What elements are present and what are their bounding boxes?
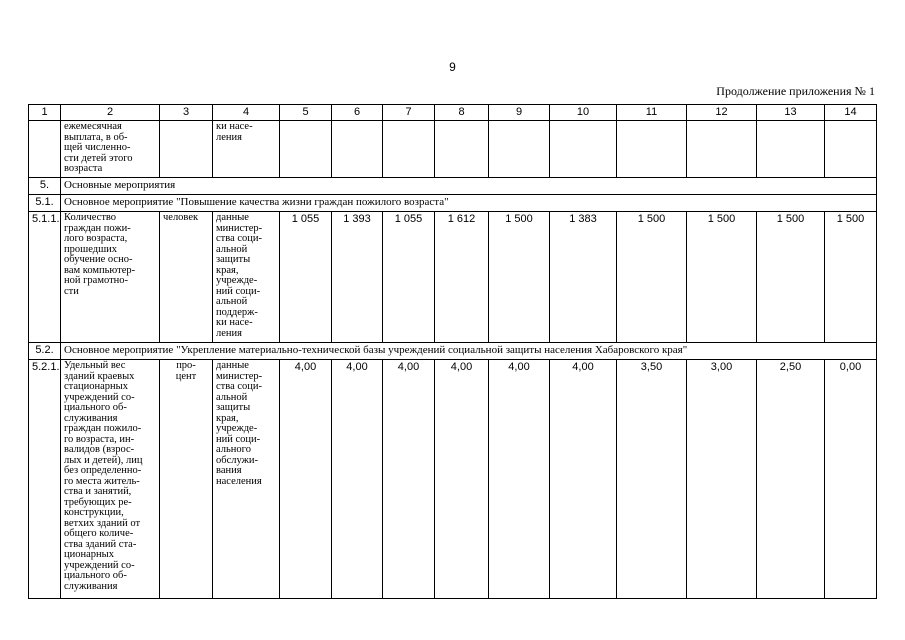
section-row	[29, 178, 877, 195]
value-cell	[825, 121, 877, 178]
value-cell: 4,00	[332, 360, 383, 599]
continuation-label: Продолжение приложения № 1	[716, 84, 875, 98]
header-cell: 6	[332, 105, 383, 121]
value-cell	[757, 121, 825, 178]
value-cell: 4,00	[435, 360, 489, 599]
code-cell: 5.2.1.	[29, 360, 61, 599]
code-cell	[29, 121, 61, 178]
header-cell: 4	[213, 105, 280, 121]
value-cell	[332, 121, 383, 178]
source-cell: ки насе- ления	[213, 121, 280, 178]
section-title: Основное мероприятие "Повышение качества жизни граждан пожилого возраста"	[61, 195, 877, 212]
value-cell: 1 500	[825, 212, 877, 343]
value-cell: 3,00	[687, 360, 757, 599]
value-cell: 2,50	[757, 360, 825, 599]
header-row	[29, 105, 877, 121]
table-row	[29, 360, 877, 599]
source-cell: данные министер- ства соци- альной защиты края, учрежде- ний соци- альной поддерж- ки насе- ления	[213, 212, 280, 343]
header-cell: 8	[435, 105, 489, 121]
section-row	[29, 343, 877, 360]
value-cell: 1 383	[550, 212, 617, 343]
unit-cell: человек	[160, 212, 213, 343]
value-cell: 1 612	[435, 212, 489, 343]
header-cell: 9	[489, 105, 550, 121]
value-cell: 1 500	[757, 212, 825, 343]
unit-cell: про- цент	[160, 360, 213, 599]
indicator-name-cell: Количество граждан пожи- лого возраста, прошедших обучение осно- вам компьютер- ной грамотно- сти	[61, 212, 160, 343]
source-cell: данные министер- ства соци- альной защиты края, учрежде- ний соци- ального обслужи- вания населения	[213, 360, 280, 599]
value-cell: 4,00	[489, 360, 550, 599]
header-cell: 1	[29, 105, 61, 121]
table-row	[29, 121, 877, 178]
value-cell: 4,00	[550, 360, 617, 599]
header-cell: 14	[825, 105, 877, 121]
value-cell	[383, 121, 435, 178]
value-cell: 1 500	[687, 212, 757, 343]
header-cell: 5	[280, 105, 332, 121]
section-code: 5.1.	[29, 195, 61, 212]
header-cell: 11	[617, 105, 687, 121]
value-cell: 1 055	[383, 212, 435, 343]
section-code: 5.2.	[29, 343, 61, 360]
value-cell: 1 500	[489, 212, 550, 343]
indicators-table	[28, 104, 877, 599]
value-cell	[687, 121, 757, 178]
value-cell	[280, 121, 332, 178]
indicator-name-cell: Удельный вес зданий краевых стационарных учреждений со- циального об- служивания граждан пожило- го возраста, ин- валидов (взрос- лых и детей), лиц без определенно- го места житель- ства и занятий, требующих ре- конструкции, ветхих зданий от общего количе- ства зданий ста- ционарных учреждений со- циального об- служивания	[61, 360, 160, 599]
page-number: 9	[449, 60, 456, 74]
header-cell: 10	[550, 105, 617, 121]
value-cell: 0,00	[825, 360, 877, 599]
table-row	[29, 212, 877, 343]
value-cell: 1 055	[280, 212, 332, 343]
header-cell: 2	[61, 105, 160, 121]
value-cell	[435, 121, 489, 178]
value-cell: 4,00	[383, 360, 435, 599]
unit-cell	[160, 121, 213, 178]
section-title: Основное мероприятие "Укрепление материально-технической базы учреждений социальной защиты населения Хабаровского края"	[61, 343, 877, 360]
value-cell: 4,00	[280, 360, 332, 599]
header-cell: 3	[160, 105, 213, 121]
value-cell	[550, 121, 617, 178]
section-code: 5.	[29, 178, 61, 195]
section-row	[29, 195, 877, 212]
header-cell: 13	[757, 105, 825, 121]
value-cell: 1 393	[332, 212, 383, 343]
header-cell: 7	[383, 105, 435, 121]
indicator-name-cell: ежемесячная выплата, в об- щей численно- сти детей этого возраста	[61, 121, 160, 178]
section-title: Основные мероприятия	[61, 178, 877, 195]
code-cell: 5.1.1.	[29, 212, 61, 343]
header-cell: 12	[687, 105, 757, 121]
value-cell: 1 500	[617, 212, 687, 343]
value-cell	[489, 121, 550, 178]
value-cell: 3,50	[617, 360, 687, 599]
value-cell	[617, 121, 687, 178]
